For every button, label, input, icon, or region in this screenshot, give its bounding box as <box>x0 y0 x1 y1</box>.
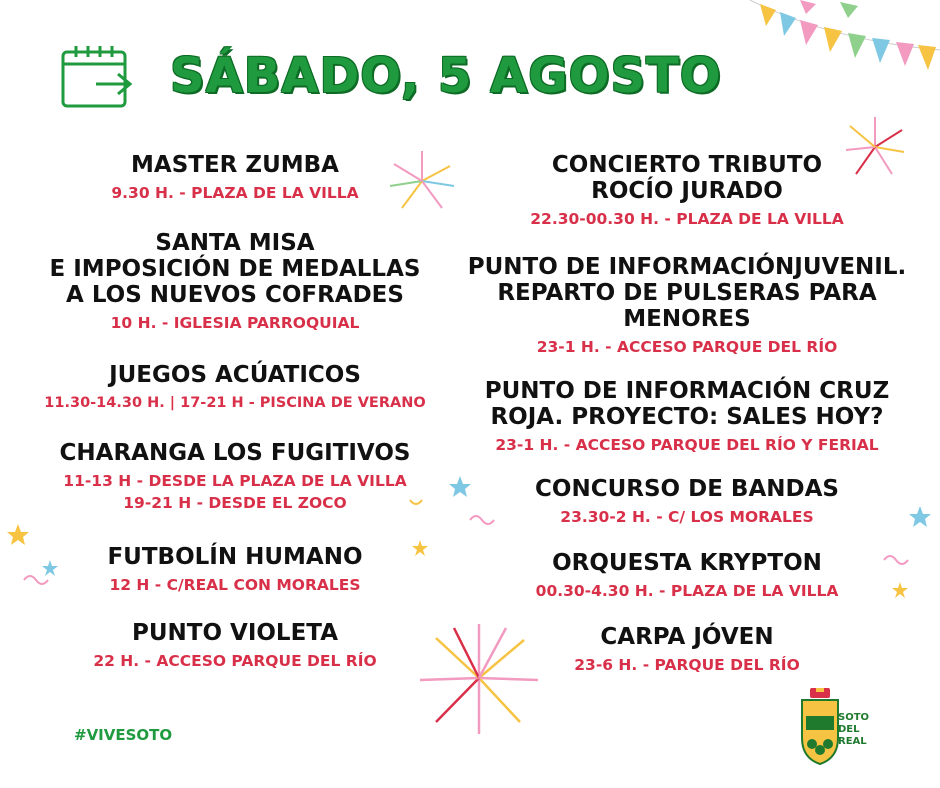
logo-text: SOTO DEL REAL <box>838 712 870 747</box>
event-detail: 11-13 H - DESDE LA PLAZA DE LA VILLA 19-21 H - DESDE EL ZOCO <box>63 472 407 512</box>
event-detail: 23-1 H. - ACCESO PARQUE DEL RÍO Y FERIAL <box>495 436 879 454</box>
hashtag <box>74 726 172 744</box>
hash-symbol: # <box>74 726 87 744</box>
event-detail: 23.30-2 H. - C/ LOS MORALES <box>560 508 814 526</box>
event-punto-info-juvenil <box>452 254 922 358</box>
event-title: JUEGOS ACÚATICOS <box>109 362 361 388</box>
event-futbolin <box>20 544 450 596</box>
hashtag-text: VIVESOTO <box>86 726 173 744</box>
event-detail: 23-1 H. - ACCESO PARQUE DEL RÍO <box>536 338 838 356</box>
event-title: FUTBOLÍN HUMANO <box>107 544 363 570</box>
event-title: CONCURSO DE BANDAS <box>535 476 839 502</box>
event-title: CARPA JÓVEN <box>600 624 774 650</box>
event-concurso-bandas <box>462 476 912 528</box>
event-orquesta-krypton <box>462 550 912 602</box>
event-punto-violeta <box>20 620 450 672</box>
event-punto-info-cruz-roja <box>462 378 912 456</box>
event-title: SANTA MISA E IMPOSICIÓN DE MEDALLAS A LOS NUEVOS COFRADES <box>49 230 421 308</box>
event-title: CONCIERTO TRIBUTO ROCÍO JURADO <box>551 152 823 204</box>
event-detail: 9.30 H. - PLAZA DE LA VILLA <box>111 184 359 202</box>
calendar-arrow-icon <box>60 44 134 110</box>
page-title: SÁBADO, 5 AGOSTO <box>170 48 722 104</box>
event-title: PUNTO VIOLETA <box>131 620 338 646</box>
event-detail: 22.30-00.30 H. - PLAZA DE LA VILLA <box>530 210 844 228</box>
event-master-zumba <box>20 152 450 204</box>
event-title: MASTER ZUMBA <box>131 152 339 178</box>
event-detail: 23-6 H. - PARQUE DEL RÍO <box>574 656 800 674</box>
event-juegos-acuaticos <box>10 362 460 414</box>
event-detail: 12 H - C/REAL CON MORALES <box>109 576 361 594</box>
event-title: ORQUESTA KRYPTON <box>552 550 822 576</box>
event-concierto-tributo <box>462 152 912 230</box>
event-detail: 10 H. - IGLESIA PARROQUIAL <box>110 314 360 332</box>
event-detail: 00.30-4.30 H. - PLAZA DE LA VILLA <box>535 582 839 600</box>
event-title: PUNTO DE INFORMACIÓN CRUZ ROJA. PROYECTO: SALES HOY? <box>484 378 890 430</box>
event-title: PUNTO DE INFORMACIÓNJUVENIL. REPARTO DE PULSERAS PARA MENORES <box>467 254 907 332</box>
event-charanga <box>20 440 450 514</box>
event-carpa-joven <box>462 624 912 676</box>
event-detail: 11.30-14.30 H. | 17-21 H - PISCINA DE VERANO <box>44 395 426 411</box>
event-santa-misa <box>20 230 450 334</box>
event-detail: 22 H. - ACCESO PARQUE DEL RÍO <box>93 652 377 670</box>
event-title: CHARANGA LOS FUGITIVOS <box>59 440 411 466</box>
